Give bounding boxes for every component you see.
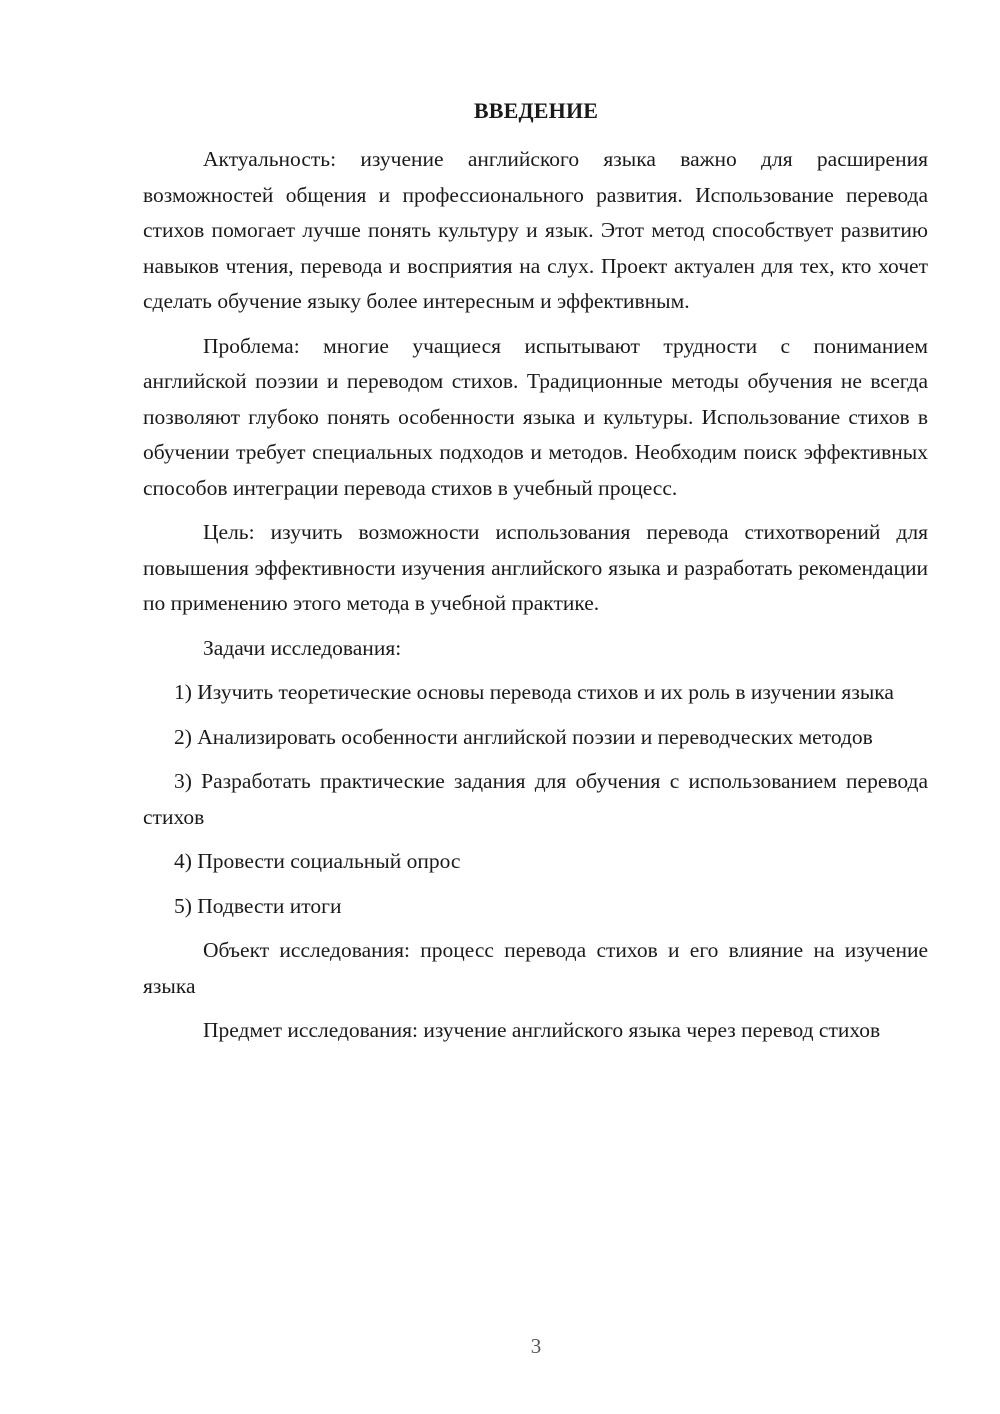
paragraph-problem: Проблема: многие учащиеся испытывают трудности с пониманием английской поэзии и переводом стихов. Традиционные методы обучения не всегда позволяют глубоко понять особенности языка и культуры. Использование стихов в обучении требует специальных подходов и методов. Необходим поиск эффективных способов интеграции перевода стихов в учебный процесс. [143,333,928,500]
page-number: 3 [530,1334,542,1358]
paragraph-object: Объект исследования: процесс перевода стихов и его влияние на изучение языка [143,938,928,998]
document-body [143,142,928,1058]
list-item: 4) Провести социальный опрос [174,849,461,873]
page-title: ВВЕДЕНИЕ [473,98,599,123]
list-item: 5) Подвести итоги [174,893,342,918]
list-item: 1) Изучить теоретические основы перевода стихов и их роль в изучении языка [174,680,894,704]
paragraph-relevance: Актуальность: изучение английского языка важно для расширения возможностей общения и профессионального развития. Использование перевода стихов помогает лучше понять культуру и язык. Этот метод способствует развитию навыков чтения, перевода и восприятия на слух. Проект актуален для тех, кто хочет сделать обучение языку более интересным и эффективным. [143,147,928,313]
list-item: 2) Анализировать особенности английской поэзии и переводческих методов [174,724,873,749]
paragraph-subject: Предмет исследования: изучение английского языка через перевод стихов [203,1018,881,1042]
paragraph-tasks-heading: Задачи исследования: [203,635,402,660]
paragraph-goal: Цель: изучить возможности использования перевода стихотворений для повышения эффективности изучения английского языка и разработать рекомендации по применению этого метода в учебной практике. [143,520,928,615]
list-item: 3) Разработать практические задания для обучения с использованием перевода стихов [143,769,928,829]
